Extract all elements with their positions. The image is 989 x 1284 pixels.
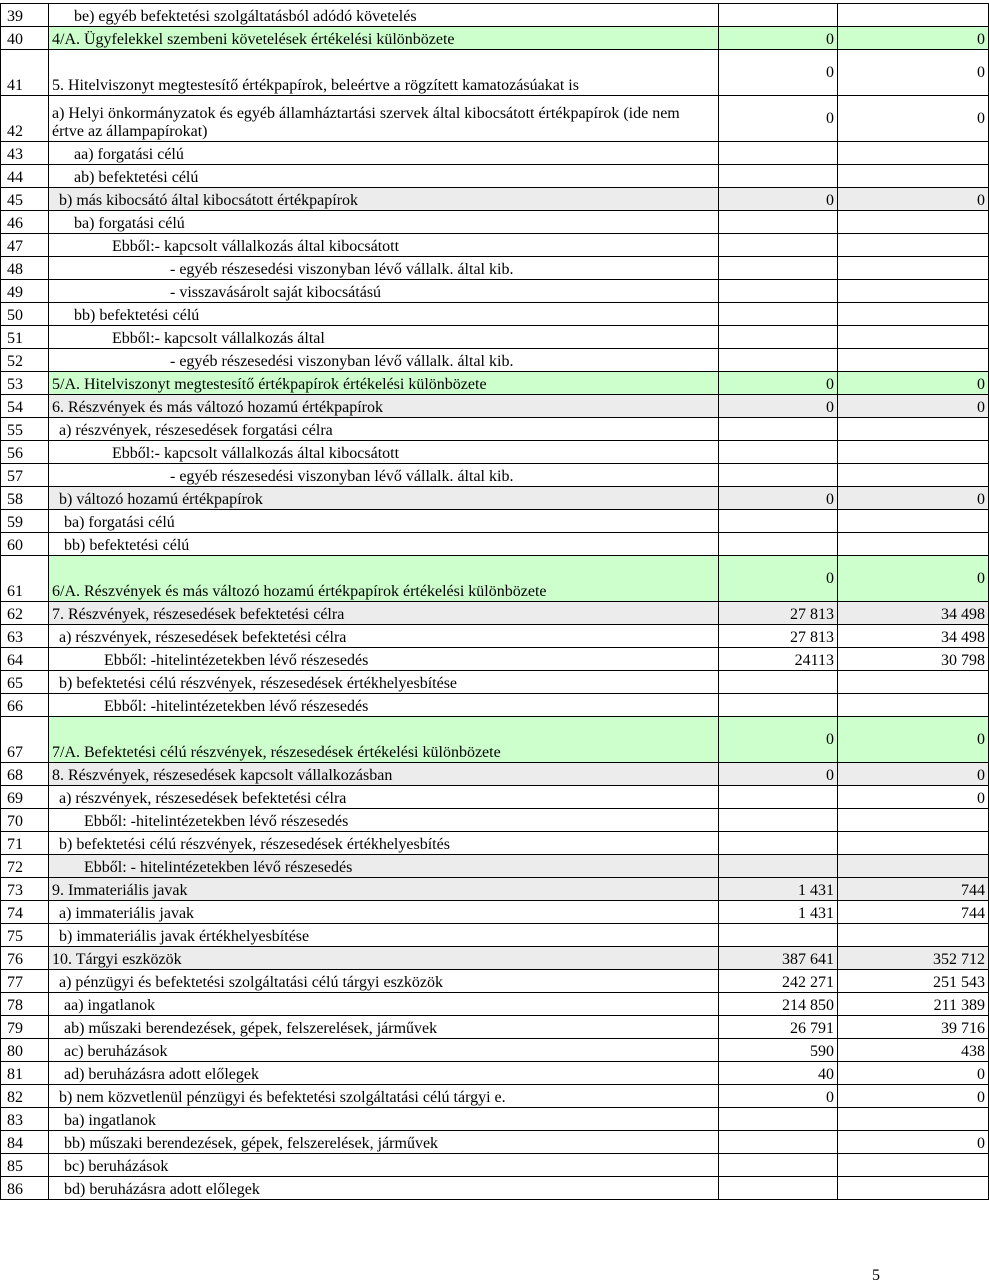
table-row	[1, 855, 989, 878]
row-number-cell: 55	[1, 418, 49, 441]
table-row	[1, 372, 989, 395]
previous-year-value-cell	[719, 326, 838, 349]
previous-year-value-cell: 0	[719, 1085, 838, 1108]
current-year-value-cell	[838, 234, 989, 257]
row-number-cell: 45	[1, 188, 49, 211]
previous-year-value-cell	[719, 280, 838, 303]
previous-year-value-cell: 0	[719, 556, 838, 602]
row-description-cell: Ebből: -hitelintézetekben lévő részesedés	[49, 809, 719, 832]
row-description-cell: 4/A. Ügyfelekkel szembeni követelések értékelési különbözete	[49, 27, 719, 50]
row-description-cell: Ebből:- kapcsolt vállalkozás által	[49, 326, 719, 349]
table-row	[1, 947, 989, 970]
row-number-cell: 82	[1, 1085, 49, 1108]
previous-year-value-cell: 24113	[719, 648, 838, 671]
table-row	[1, 717, 989, 763]
table-row	[1, 1131, 989, 1154]
row-description-cell: a) pénzügyi és befektetési szolgáltatási célú tárgyi eszközök	[49, 970, 719, 993]
row-description-cell: ba) ingatlanok	[49, 1108, 719, 1131]
previous-year-value-cell: 0	[719, 27, 838, 50]
table-row	[1, 1177, 989, 1200]
current-year-value-cell	[838, 280, 989, 303]
table-row	[1, 303, 989, 326]
previous-year-value-cell: 0	[719, 96, 838, 142]
row-number-cell: 58	[1, 487, 49, 510]
row-number-cell: 86	[1, 1177, 49, 1200]
row-description-cell: 6. Részvények és más változó hozamú értékpapírok	[49, 395, 719, 418]
row-description-cell: 7. Részvények, részesedések befektetési célra	[49, 602, 719, 625]
row-number-cell: 66	[1, 694, 49, 717]
row-number-cell: 63	[1, 625, 49, 648]
current-year-value-cell: 744	[838, 901, 989, 924]
row-description-cell: Ebből: - hitelintézetekben lévő részesedés	[49, 855, 719, 878]
previous-year-value-cell	[719, 832, 838, 855]
previous-year-value-cell: 0	[719, 763, 838, 786]
table-row	[1, 648, 989, 671]
row-description-cell: 9. Immateriális javak	[49, 878, 719, 901]
previous-year-value-cell	[719, 303, 838, 326]
row-number-cell: 39	[1, 4, 49, 27]
row-number-cell: 61	[1, 556, 49, 602]
previous-year-value-cell: 26 791	[719, 1016, 838, 1039]
row-number-cell: 84	[1, 1131, 49, 1154]
row-number-cell: 78	[1, 993, 49, 1016]
table-row	[1, 1016, 989, 1039]
previous-year-value-cell	[719, 464, 838, 487]
row-number-cell: 80	[1, 1039, 49, 1062]
previous-year-value-cell	[719, 671, 838, 694]
previous-year-value-cell	[719, 211, 838, 234]
current-year-value-cell	[838, 924, 989, 947]
current-year-value-cell	[838, 441, 989, 464]
current-year-value-cell: 0	[838, 1062, 989, 1085]
row-description-cell: 5. Hitelviszonyt megtestesítő értékpapírok, beleértve a rögzített kamatozásúakat is	[49, 50, 719, 96]
previous-year-value-cell	[719, 510, 838, 533]
current-year-value-cell: 0	[838, 188, 989, 211]
current-year-value-cell	[838, 418, 989, 441]
previous-year-value-cell: 40	[719, 1062, 838, 1085]
row-number-cell: 75	[1, 924, 49, 947]
previous-year-value-cell: 387 641	[719, 947, 838, 970]
current-year-value-cell: 0	[838, 487, 989, 510]
current-year-value-cell	[838, 671, 989, 694]
table-row	[1, 510, 989, 533]
row-description-cell: 5/A. Hitelviszonyt megtestesítő értékpapírok értékelési különbözete	[49, 372, 719, 395]
previous-year-value-cell	[719, 349, 838, 372]
current-year-value-cell: 0	[838, 1131, 989, 1154]
current-year-value-cell: 0	[838, 27, 989, 50]
page-number: 5	[872, 1267, 880, 1284]
row-number-cell: 51	[1, 326, 49, 349]
row-number-cell: 46	[1, 211, 49, 234]
table-row	[1, 1085, 989, 1108]
current-year-value-cell	[838, 533, 989, 556]
row-description-cell: a) Helyi önkormányzatok és egyéb államháztartási szervek által kibocsátott értékpapírok (ide nem értve az állampapírokat)	[49, 96, 719, 142]
current-year-value-cell: 211 389	[838, 993, 989, 1016]
row-number-cell: 56	[1, 441, 49, 464]
previous-year-value-cell	[719, 924, 838, 947]
row-description-cell: b) befektetési célú részvények, részesedések értékhelyesbítés	[49, 832, 719, 855]
table-row	[1, 211, 989, 234]
row-description-cell: 6/A. Részvények és más változó hozamú értékpapírok értékelési különbözete	[49, 556, 719, 602]
row-description-cell: Ebből:- kapcsolt vállalkozás által kibocsátott	[49, 441, 719, 464]
table-row	[1, 809, 989, 832]
current-year-value-cell	[838, 855, 989, 878]
row-number-cell: 73	[1, 878, 49, 901]
row-description-cell: a) immateriális javak	[49, 901, 719, 924]
table-row	[1, 257, 989, 280]
table-row	[1, 763, 989, 786]
row-description-cell: aa) forgatási célú	[49, 142, 719, 165]
current-year-value-cell	[838, 4, 989, 27]
row-number-cell: 74	[1, 901, 49, 924]
row-description-cell: ad) beruházásra adott előlegek	[49, 1062, 719, 1085]
previous-year-value-cell	[719, 786, 838, 809]
row-number-cell: 42	[1, 96, 49, 142]
row-number-cell: 71	[1, 832, 49, 855]
row-description-cell: bb) befektetési célú	[49, 533, 719, 556]
row-description-cell: a) részvények, részesedések forgatási célra	[49, 418, 719, 441]
row-number-cell: 47	[1, 234, 49, 257]
table-row	[1, 832, 989, 855]
row-description-cell: - egyéb részesedési viszonyban lévő vállalk. által kib.	[49, 464, 719, 487]
table-row	[1, 96, 989, 142]
row-description-cell: b) más kibocsátó által kibocsátott értékpapírok	[49, 188, 719, 211]
table-row	[1, 142, 989, 165]
previous-year-value-cell	[719, 1131, 838, 1154]
row-description-cell: a) részvények, részesedések befektetési célra	[49, 625, 719, 648]
row-number-cell: 44	[1, 165, 49, 188]
row-number-cell: 59	[1, 510, 49, 533]
row-number-cell: 81	[1, 1062, 49, 1085]
row-description-cell: bb) befektetési célú	[49, 303, 719, 326]
row-description-cell: ba) forgatási célú	[49, 510, 719, 533]
previous-year-value-cell: 1 431	[719, 901, 838, 924]
previous-year-value-cell: 27 813	[719, 625, 838, 648]
current-year-value-cell: 34 498	[838, 602, 989, 625]
previous-year-value-cell: 0	[719, 372, 838, 395]
row-description-cell: be) egyéb befektetési szolgáltatásból adódó követelés	[49, 4, 719, 27]
row-description-cell: aa) ingatlanok	[49, 993, 719, 1016]
previous-year-value-cell	[719, 855, 838, 878]
row-number-cell: 41	[1, 50, 49, 96]
row-number-cell: 77	[1, 970, 49, 993]
row-description-cell: b) nem közvetlenül pénzügyi és befektetési szolgáltatási célú tárgyi e.	[49, 1085, 719, 1108]
current-year-value-cell	[838, 1108, 989, 1131]
row-description-cell: b) befektetési célú részvények, részesedések értékhelyesbítése	[49, 671, 719, 694]
current-year-value-cell: 0	[838, 556, 989, 602]
row-description-cell: a) részvények, részesedések befektetési célra	[49, 786, 719, 809]
current-year-value-cell	[838, 1154, 989, 1177]
table-row	[1, 901, 989, 924]
current-year-value-cell: 34 498	[838, 625, 989, 648]
row-description-cell: 7/A. Befektetési célú részvények, részesedések értékelési különbözete	[49, 717, 719, 763]
previous-year-value-cell: 214 850	[719, 993, 838, 1016]
previous-year-value-cell	[719, 441, 838, 464]
table-row	[1, 27, 989, 50]
row-number-cell: 62	[1, 602, 49, 625]
previous-year-value-cell: 0	[719, 717, 838, 763]
row-number-cell: 67	[1, 717, 49, 763]
table-row	[1, 786, 989, 809]
row-number-cell: 57	[1, 464, 49, 487]
table-row	[1, 556, 989, 602]
row-description-cell: 8. Részvények, részesedések kapcsolt vállalkozásban	[49, 763, 719, 786]
previous-year-value-cell	[719, 694, 838, 717]
table-row	[1, 970, 989, 993]
current-year-value-cell: 0	[838, 786, 989, 809]
row-number-cell: 50	[1, 303, 49, 326]
table-row	[1, 694, 989, 717]
table-row	[1, 1108, 989, 1131]
row-number-cell: 76	[1, 947, 49, 970]
previous-year-value-cell	[719, 809, 838, 832]
table-body	[1, 4, 989, 1200]
row-number-cell: 65	[1, 671, 49, 694]
row-description-cell: Ebből: -hitelintézetekben lévő részesedés	[49, 648, 719, 671]
current-year-value-cell: 352 712	[838, 947, 989, 970]
previous-year-value-cell	[719, 1154, 838, 1177]
row-number-cell: 79	[1, 1016, 49, 1039]
current-year-value-cell	[838, 464, 989, 487]
current-year-value-cell	[838, 165, 989, 188]
current-year-value-cell	[838, 257, 989, 280]
table-row	[1, 188, 989, 211]
balance-sheet-table	[0, 3, 989, 1200]
table-row	[1, 924, 989, 947]
row-number-cell: 60	[1, 533, 49, 556]
current-year-value-cell: 0	[838, 372, 989, 395]
table-row	[1, 671, 989, 694]
current-year-value-cell: 0	[838, 763, 989, 786]
row-number-cell: 43	[1, 142, 49, 165]
row-description-cell: ab) befektetési célú	[49, 165, 719, 188]
current-year-value-cell	[838, 326, 989, 349]
row-description-cell: ab) műszaki berendezések, gépek, felszerelések, járművek	[49, 1016, 719, 1039]
previous-year-value-cell: 0	[719, 487, 838, 510]
current-year-value-cell: 0	[838, 1085, 989, 1108]
current-year-value-cell: 0	[838, 717, 989, 763]
previous-year-value-cell	[719, 257, 838, 280]
row-description-cell: Ebből: -hitelintézetekben lévő részesedés	[49, 694, 719, 717]
previous-year-value-cell: 1 431	[719, 878, 838, 901]
row-number-cell: 40	[1, 27, 49, 50]
row-number-cell: 64	[1, 648, 49, 671]
table-row	[1, 1154, 989, 1177]
table-row	[1, 441, 989, 464]
previous-year-value-cell: 0	[719, 50, 838, 96]
current-year-value-cell: 0	[838, 96, 989, 142]
table-row	[1, 1062, 989, 1085]
current-year-value-cell: 0	[838, 50, 989, 96]
row-description-cell: bb) műszaki berendezések, gépek, felszerelések, járművek	[49, 1131, 719, 1154]
table-row	[1, 533, 989, 556]
table-row	[1, 993, 989, 1016]
current-year-value-cell	[838, 832, 989, 855]
previous-year-value-cell	[719, 4, 838, 27]
previous-year-value-cell	[719, 165, 838, 188]
table-row	[1, 418, 989, 441]
table-row	[1, 464, 989, 487]
row-number-cell: 53	[1, 372, 49, 395]
previous-year-value-cell	[719, 1108, 838, 1131]
table-row	[1, 349, 989, 372]
row-description-cell: bc) beruházások	[49, 1154, 719, 1177]
row-description-cell: ac) beruházások	[49, 1039, 719, 1062]
current-year-value-cell: 251 543	[838, 970, 989, 993]
row-description-cell: b) immateriális javak értékhelyesbítése	[49, 924, 719, 947]
table-row	[1, 280, 989, 303]
table-row	[1, 487, 989, 510]
table-row	[1, 165, 989, 188]
table-row	[1, 1039, 989, 1062]
row-number-cell: 69	[1, 786, 49, 809]
current-year-value-cell	[838, 349, 989, 372]
balance-sheet-table-container	[0, 3, 985, 1200]
current-year-value-cell	[838, 142, 989, 165]
previous-year-value-cell	[719, 1177, 838, 1200]
previous-year-value-cell: 0	[719, 395, 838, 418]
previous-year-value-cell: 590	[719, 1039, 838, 1062]
previous-year-value-cell	[719, 142, 838, 165]
row-number-cell: 70	[1, 809, 49, 832]
previous-year-value-cell: 27 813	[719, 602, 838, 625]
current-year-value-cell: 39 716	[838, 1016, 989, 1039]
row-number-cell: 68	[1, 763, 49, 786]
table-row	[1, 602, 989, 625]
row-number-cell: 48	[1, 257, 49, 280]
table-row	[1, 395, 989, 418]
row-number-cell: 49	[1, 280, 49, 303]
row-description-cell: Ebből:- kapcsolt vállalkozás által kibocsátott	[49, 234, 719, 257]
row-description-cell: b) változó hozamú értékpapírok	[49, 487, 719, 510]
row-number-cell: 72	[1, 855, 49, 878]
current-year-value-cell	[838, 1177, 989, 1200]
row-number-cell: 85	[1, 1154, 49, 1177]
previous-year-value-cell	[719, 234, 838, 257]
previous-year-value-cell: 242 271	[719, 970, 838, 993]
row-description-cell: bd) beruházásra adott előlegek	[49, 1177, 719, 1200]
table-row	[1, 878, 989, 901]
table-row	[1, 326, 989, 349]
row-number-cell: 54	[1, 395, 49, 418]
row-description-cell: - egyéb részesedési viszonyban lévő vállalk. által kib.	[49, 349, 719, 372]
previous-year-value-cell	[719, 418, 838, 441]
row-description-cell: - visszavásárolt saját kibocsátású	[49, 280, 719, 303]
previous-year-value-cell: 0	[719, 188, 838, 211]
table-row	[1, 625, 989, 648]
current-year-value-cell	[838, 694, 989, 717]
row-number-cell: 83	[1, 1108, 49, 1131]
row-description-cell: 10. Tárgyi eszközök	[49, 947, 719, 970]
previous-year-value-cell	[719, 533, 838, 556]
current-year-value-cell: 0	[838, 395, 989, 418]
current-year-value-cell: 744	[838, 878, 989, 901]
current-year-value-cell	[838, 809, 989, 832]
table-row	[1, 4, 989, 27]
current-year-value-cell: 30 798	[838, 648, 989, 671]
row-description-cell: - egyéb részesedési viszonyban lévő vállalk. által kib.	[49, 257, 719, 280]
current-year-value-cell	[838, 211, 989, 234]
current-year-value-cell	[838, 303, 989, 326]
row-number-cell: 52	[1, 349, 49, 372]
table-row	[1, 234, 989, 257]
current-year-value-cell	[838, 510, 989, 533]
row-description-cell: ba) forgatási célú	[49, 211, 719, 234]
table-row	[1, 50, 989, 96]
current-year-value-cell: 438	[838, 1039, 989, 1062]
